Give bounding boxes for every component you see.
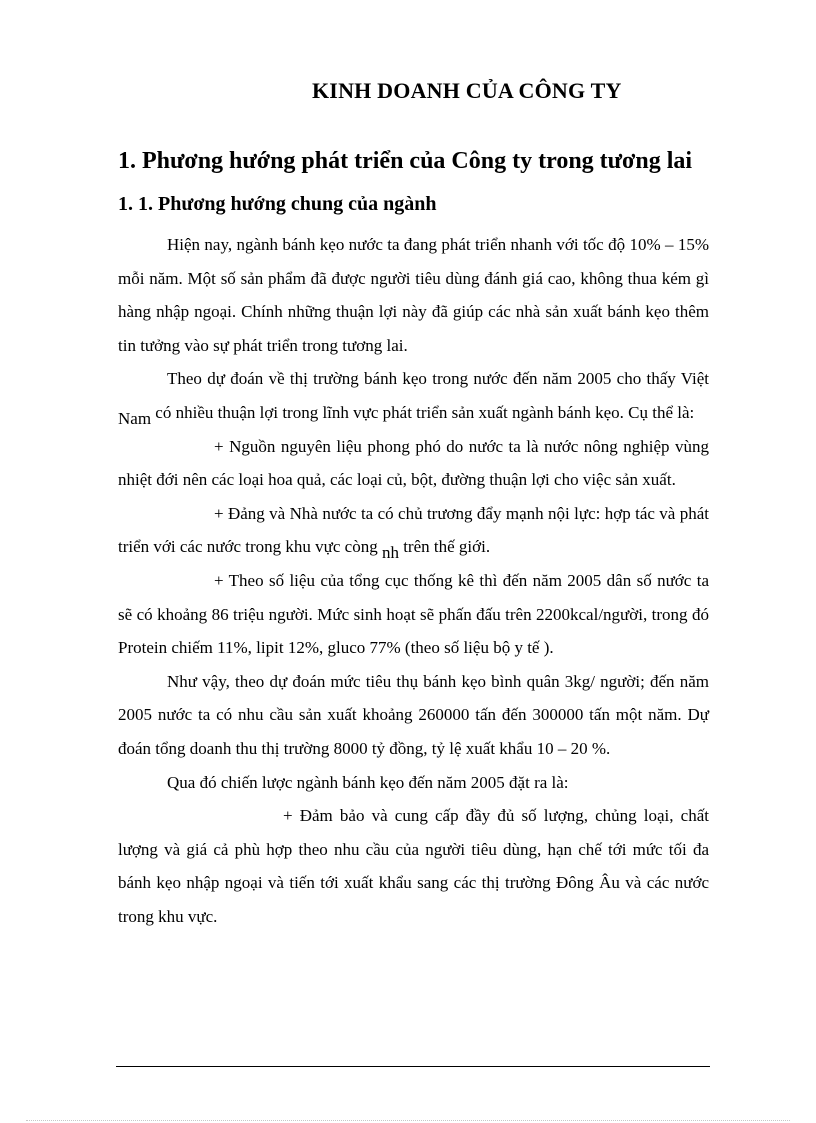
- bullet-2-text-a: + Đảng và Nhà nước ta có chủ trương đẩy mạnh nội lực: hợp tác và phát triển với các nước trong khu vực còng: [118, 503, 709, 557]
- bullet-3: + Theo số liệu của tổng cục thống kê thì đến năm 2005 dân số nước ta sẽ có khoảng 86 triệu người. Mức sinh hoạt sẽ phấn đấu trên 2200kcal/người, trong đó Protein chiếm 11%, lipit 12%, gluco 77% (theo số liệu bộ y tế ).: [118, 570, 709, 658]
- paragraph-1: Hiện nay, ngành bánh kẹo nước ta đang phát triển nhanh với tốc độ 10% – 15% mỗi năm. Một số sản phẩm đã được người tiêu dùng đánh giá cao, không thua kém gì hàng nhập ngoại. Chính những thuận lợi này đã giúp các nhà sản xuất bánh kẹo thêm tin tưởng vào sự phát triển trong tương lai.: [118, 235, 709, 355]
- paragraph-2-subscript: Nam: [118, 408, 152, 428]
- body-text: [118, 228, 709, 933]
- bullet-4: + Đảm bảo và cung cấp đầy đủ số lượng, chủng loại, chất lượng và giá cả phù hợp theo nhu cầu của người tiêu dùng, hạn chế tới mức tối đa bánh kẹo nhập ngoại và tiến tới xuất khẩu sang các thị trường Đông Âu và các nước trong khu vực.: [118, 806, 709, 926]
- footer-rule: [116, 1066, 710, 1067]
- bullet-2-text-b: trên thế giới.: [398, 537, 491, 557]
- paragraph-3: Như vậy, theo dự đoán mức tiêu thụ bánh kẹo bình quân 3kg/ người; đến năm 2005 nước ta có nhu cầu sản xuất khoảng 260000 tấn đến 300000 tấn một năm. Dự đoán tổng doanh thu thị trường 8000 tỷ đồng, tỷ lệ xuất khẩu 10 – 20 %.: [118, 671, 709, 758]
- section-heading: 1. Phương hướng phát triển của Công ty trong tương lai: [118, 148, 693, 174]
- bullet-1: + Nguồn nguyên liệu phong phó do nước ta là nước nông nghiệp vùng nhiệt đới nên các loại hoa quả, các loại củ, bột, đường thuận lợi cho việc sản xuất.: [118, 436, 709, 490]
- page-boundary-rule: [26, 1120, 790, 1121]
- subsection-heading: 1. 1. Phương hướng chung của ngành: [118, 193, 437, 215]
- bullet-2-subscript: nh: [381, 543, 399, 563]
- paragraph-2-text-b: có nhiều thuận lợi trong lĩnh vực phát triển sản xuất ngành bánh kẹo. Cụ thể là:: [151, 402, 695, 422]
- paragraph-2: [118, 362, 709, 429]
- document-title: KINH DOANH CỦA CÔNG TY: [312, 78, 622, 103]
- paragraph-2-text-a: Theo dự đoán về thị trường bánh kẹo trong nước đến năm 2005 cho thấy Việt: [167, 369, 709, 389]
- paragraph-4: Qua đó chiến lược ngành bánh kẹo đến năm 2005 đặt ra là:: [167, 772, 569, 792]
- bullet-2: [118, 497, 709, 564]
